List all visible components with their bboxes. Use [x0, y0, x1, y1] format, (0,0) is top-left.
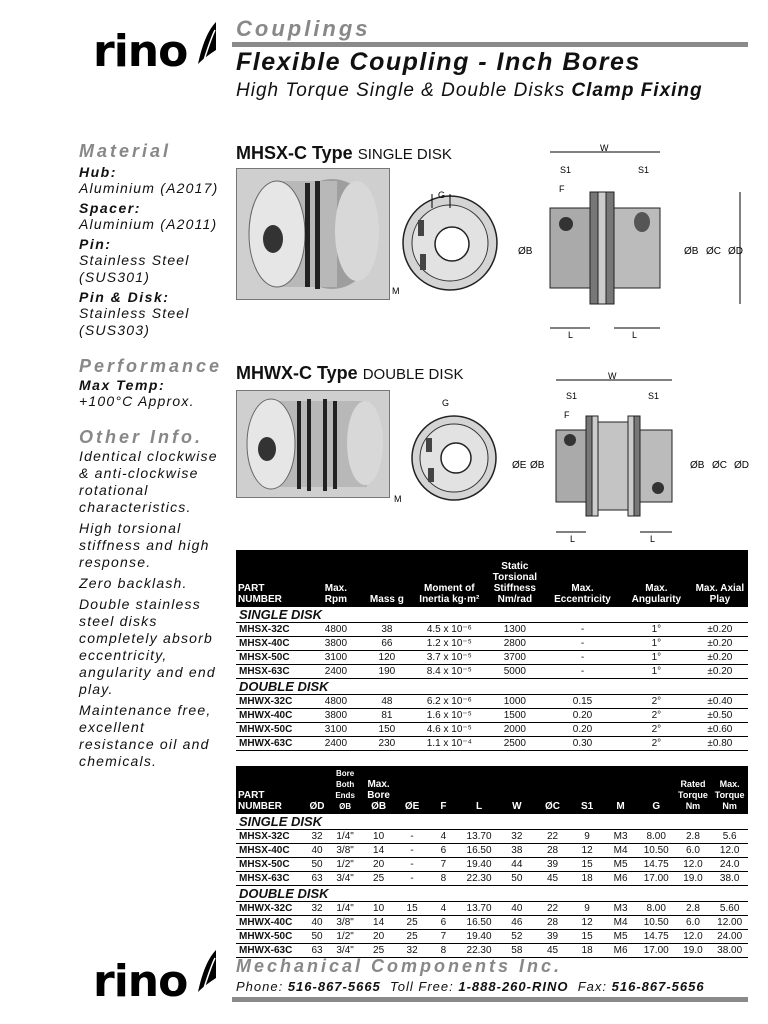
table-row: [236, 858, 748, 872]
col-header: ØC: [534, 766, 571, 814]
table-cell: 22.30: [459, 944, 500, 958]
table-cell: 28: [534, 916, 571, 930]
table-cell: 6.2 x 10⁻⁶: [413, 695, 486, 709]
dim-s1: S1: [648, 391, 660, 401]
part-number-cell: MHSX-32C: [236, 623, 311, 637]
dim-b: ØB: [690, 460, 705, 471]
table-cell: 4800: [311, 623, 361, 637]
table-cell: 58: [500, 944, 535, 958]
table-cell: 13.70: [459, 830, 500, 844]
table-cell: 32: [305, 902, 329, 916]
dim-l: L: [568, 330, 574, 340]
part-number-cell: MHSX-63C: [236, 665, 311, 679]
table-cell: 120: [361, 651, 413, 665]
table-cell: 4: [428, 902, 458, 916]
part-number-cell: MHSX-40C: [236, 637, 311, 651]
table-cell: 38.00: [711, 944, 748, 958]
max-temp-label: Max Temp:: [79, 377, 166, 393]
table-row: [236, 651, 748, 665]
part-number-cell: MHSX-50C: [236, 858, 305, 872]
table-cell: 50: [305, 858, 329, 872]
dim-d: ØD: [728, 246, 743, 257]
table-cell: 40: [305, 916, 329, 930]
table-cell: 230: [361, 737, 413, 751]
group-label: DOUBLE DISK: [236, 886, 748, 902]
col-header: Max. Rpm: [311, 550, 361, 607]
table-cell: 3800: [311, 709, 361, 723]
table-cell: 6.0: [675, 844, 712, 858]
table-cell: 44: [500, 858, 535, 872]
table-cell: 4: [428, 830, 458, 844]
table-cell: 14.75: [638, 858, 675, 872]
table-row: [236, 916, 748, 930]
table-cell: 45: [534, 944, 571, 958]
table-cell: 16.50: [459, 916, 500, 930]
part-number-cell: MHSX-63C: [236, 872, 305, 886]
table-row: [236, 637, 748, 651]
fax-number: 516-867-5656: [611, 979, 705, 994]
table-row: [236, 737, 748, 751]
table-cell: M5: [603, 930, 638, 944]
table-cell: 10.50: [638, 916, 675, 930]
footer-rule: [232, 997, 748, 1002]
table-cell: 1500: [486, 709, 544, 723]
dim-l: L: [632, 330, 638, 340]
table-cell: -: [544, 623, 621, 637]
table-cell: 1°: [621, 623, 692, 637]
table-cell: ±0.20: [692, 623, 748, 637]
table-cell: 1/2": [329, 858, 361, 872]
table-cell: -: [544, 637, 621, 651]
table-cell: 24.00: [711, 930, 748, 944]
part-number-cell: MHWX-40C: [236, 709, 311, 723]
table-cell: 16.50: [459, 844, 500, 858]
table-cell: 48: [361, 695, 413, 709]
material-value: Aluminium (A2017): [79, 180, 219, 196]
col-header: L: [459, 766, 500, 814]
table-cell: 0.30: [544, 737, 621, 751]
material-label: Spacer:: [79, 200, 141, 216]
part-number-cell: MHSX-50C: [236, 651, 311, 665]
table-cell: 3800: [311, 637, 361, 651]
dim-b: ØB: [530, 460, 545, 471]
table-cell: 1°: [621, 651, 692, 665]
dim-c: ØC: [706, 246, 721, 257]
material-value: Stainless Steel: [79, 305, 190, 321]
table-cell: 13.70: [459, 902, 500, 916]
performance-table: [236, 550, 748, 751]
table-cell: 2500: [486, 737, 544, 751]
table-cell: 20: [361, 930, 396, 944]
footer-logo: rino: [93, 956, 188, 1007]
table-cell: 19.40: [459, 930, 500, 944]
dim-d: ØD: [734, 460, 749, 471]
col-header: M: [603, 766, 638, 814]
table-cell: 8: [428, 872, 458, 886]
brand-logo: rino: [93, 26, 188, 77]
table-row: [236, 844, 748, 858]
table-cell: 2°: [621, 737, 692, 751]
table-cell: ±0.40: [692, 695, 748, 709]
other-info-item: Maintenance free, excellent resistance oil and chemicals.: [79, 702, 212, 769]
table-cell: 190: [361, 665, 413, 679]
table-cell: 25: [361, 872, 396, 886]
col-header: S1: [571, 766, 603, 814]
double-disk-side-view: [508, 372, 754, 544]
material-value: Aluminium (A2011): [79, 216, 218, 232]
table-cell: 1.6 x 10⁻⁵: [413, 709, 486, 723]
page-subtitle: High Torque Single & Double Disks Clamp Fixing: [236, 80, 703, 101]
table-cell: 0.20: [544, 723, 621, 737]
performance-heading: Performance: [79, 356, 223, 376]
group-label: DOUBLE DISK: [236, 679, 748, 695]
table-cell: 1.1 x 10⁻⁴: [413, 737, 486, 751]
table-cell: 6: [428, 844, 458, 858]
category-heading: Couplings: [236, 16, 371, 41]
dim-m: M: [394, 494, 402, 504]
table-cell: M4: [603, 916, 638, 930]
col-header: Max. Angularity: [621, 550, 692, 607]
material-value: (SUS301): [79, 269, 151, 285]
table-cell: 3/4": [329, 872, 361, 886]
table-cell: M6: [603, 872, 638, 886]
group-label: SINGLE DISK: [236, 607, 748, 623]
table-cell: 1300: [486, 623, 544, 637]
material-heading: Material: [79, 141, 172, 161]
col-header: Moment of Inertia kg·m²: [413, 550, 486, 607]
table-cell: 14: [361, 844, 396, 858]
table-cell: -: [544, 651, 621, 665]
table-row: [236, 623, 748, 637]
material-label: Hub:: [79, 164, 117, 180]
table-cell: 3/8": [329, 844, 361, 858]
table-cell: 25: [396, 930, 428, 944]
table-cell: 8.00: [638, 902, 675, 916]
table-cell: 22: [534, 830, 571, 844]
table-cell: 19.40: [459, 858, 500, 872]
col-header: Max. Eccentricity: [544, 550, 621, 607]
table-cell: 39: [534, 930, 571, 944]
table-cell: 32: [500, 830, 535, 844]
other-info-item: High torsional stiffness and high response.: [79, 520, 210, 570]
table-cell: 3/4": [329, 944, 361, 958]
double-disk-end-view: [392, 394, 508, 506]
table-cell: 18: [571, 944, 603, 958]
dim-w: W: [608, 372, 617, 381]
dim-b: ØB: [684, 246, 699, 257]
table-cell: 38.0: [711, 872, 748, 886]
dim-g: G: [438, 190, 446, 200]
double-disk-photo: [236, 390, 390, 498]
col-header: Static Torsional Stiffness Nm/rad: [486, 550, 544, 607]
table-cell: 1/2": [329, 930, 361, 944]
table-cell: -: [396, 844, 428, 858]
table-cell: 8.00: [638, 830, 675, 844]
table-cell: 1/4": [329, 902, 361, 916]
table-cell: 22: [534, 902, 571, 916]
type-heading-single: MHSX-C Type SINGLE DISK: [236, 143, 452, 163]
col-header: Rated Torque Nm: [675, 766, 712, 814]
table-cell: 5000: [486, 665, 544, 679]
table-cell: 7: [428, 858, 458, 872]
other-info-item: Identical clockwise & anti-clockwise rotational characteristics.: [79, 448, 218, 515]
table-row: [236, 930, 748, 944]
table-cell: 12: [571, 916, 603, 930]
table-cell: 7: [428, 930, 458, 944]
dim-e: ØE: [512, 460, 527, 471]
table-cell: 14: [361, 916, 396, 930]
table-cell: 19.0: [675, 944, 712, 958]
col-header: PART NUMBER: [236, 550, 311, 607]
table-cell: 22.30: [459, 872, 500, 886]
table-row: [236, 695, 748, 709]
part-number-cell: MHWX-63C: [236, 944, 305, 958]
part-number-cell: MHSX-40C: [236, 844, 305, 858]
table-cell: 12.00: [711, 916, 748, 930]
table-cell: 2800: [486, 637, 544, 651]
table-cell: 0.20: [544, 709, 621, 723]
col-header: Max. Torque Nm: [711, 766, 748, 814]
phone-number: 516-867-5665: [287, 979, 381, 994]
table-cell: ±0.20: [692, 637, 748, 651]
dim-l: L: [570, 534, 576, 544]
dim-f: F: [559, 184, 565, 194]
material-label: Pin:: [79, 236, 112, 252]
table-cell: 15: [571, 930, 603, 944]
table-cell: 12.0: [675, 930, 712, 944]
table-cell: 15: [396, 902, 428, 916]
coupling-photo-icon: [237, 169, 389, 299]
group-label: SINGLE DISK: [236, 814, 748, 830]
table-cell: 0.15: [544, 695, 621, 709]
table-cell: 19.0: [675, 872, 712, 886]
table-cell: 8.4 x 10⁻⁵: [413, 665, 486, 679]
col-header: ØD: [305, 766, 329, 814]
table-cell: 1°: [621, 665, 692, 679]
material-value: (SUS303): [79, 322, 151, 338]
material-value: Stainless Steel: [79, 252, 190, 268]
table-cell: 50: [305, 930, 329, 944]
table-cell: 28: [534, 844, 571, 858]
table-cell: 3100: [311, 723, 361, 737]
table-cell: 1000: [486, 695, 544, 709]
table-cell: ±0.60: [692, 723, 748, 737]
table-cell: M5: [603, 858, 638, 872]
tollfree-number: 1-888-260-RINO: [458, 979, 569, 994]
col-header: F: [428, 766, 458, 814]
dim-b: ØB: [518, 246, 533, 257]
table-cell: 12: [571, 844, 603, 858]
type-heading-double: MHWX-C Type DOUBLE DISK: [236, 363, 464, 383]
company-name: Mechanical Components Inc.: [236, 956, 563, 976]
materials-list: [79, 164, 229, 339]
table-cell: 40: [500, 902, 535, 916]
table-cell: 4.6 x 10⁻⁵: [413, 723, 486, 737]
single-disk-photo: [236, 168, 390, 300]
table-cell: 38: [500, 844, 535, 858]
table-row: [236, 872, 748, 886]
coupling-photo-icon: [237, 391, 389, 497]
table-cell: 1.2 x 10⁻⁵: [413, 637, 486, 651]
dim-s1: S1: [560, 165, 572, 175]
col-header: G: [638, 766, 675, 814]
table-cell: 2400: [311, 737, 361, 751]
table-cell: 14.75: [638, 930, 675, 944]
table-cell: 2.8: [675, 902, 712, 916]
dim-f: F: [564, 410, 570, 420]
table-cell: 2°: [621, 723, 692, 737]
col-header: ØE: [396, 766, 428, 814]
dim-w: W: [600, 143, 609, 153]
table-row: [236, 830, 748, 844]
dim-s1: S1: [566, 391, 578, 401]
table-cell: 5.60: [711, 902, 748, 916]
table-cell: 38: [361, 623, 413, 637]
table-cell: 63: [305, 944, 329, 958]
table-cell: 1°: [621, 637, 692, 651]
table-cell: 2°: [621, 695, 692, 709]
table-cell: M3: [603, 830, 638, 844]
dim-l: L: [650, 534, 656, 544]
col-header: Mass g: [361, 550, 413, 607]
col-header: Max. Bore ØB: [361, 766, 396, 814]
table-row: [236, 665, 748, 679]
dimensions-table: [236, 766, 748, 958]
table-cell: 66: [361, 637, 413, 651]
table-cell: 25: [361, 944, 396, 958]
table-cell: 9: [571, 830, 603, 844]
table-cell: -: [396, 872, 428, 886]
table-row: [236, 902, 748, 916]
table-cell: ±0.20: [692, 651, 748, 665]
logo-swoosh-icon: [196, 20, 218, 66]
table-cell: M6: [603, 944, 638, 958]
dim-s1: S1: [638, 165, 650, 175]
table-cell: 4.5 x 10⁻⁶: [413, 623, 486, 637]
table-cell: 10: [361, 902, 396, 916]
table-cell: 3.7 x 10⁻⁵: [413, 651, 486, 665]
col-header: Max. Axial Play: [692, 550, 748, 607]
table-cell: 6.0: [675, 916, 712, 930]
table-cell: -: [544, 665, 621, 679]
table-cell: M4: [603, 844, 638, 858]
single-disk-side-view: [514, 142, 754, 340]
part-number-cell: MHWX-40C: [236, 916, 305, 930]
table-cell: -: [396, 858, 428, 872]
table-cell: 32: [305, 830, 329, 844]
col-header: W: [500, 766, 535, 814]
table-cell: 18: [571, 872, 603, 886]
material-label: Pin & Disk:: [79, 289, 170, 305]
table-cell: 50: [500, 872, 535, 886]
table-cell: 6: [428, 916, 458, 930]
table-cell: 9: [571, 902, 603, 916]
dim-m: M: [392, 286, 400, 296]
table-cell: 12.0: [675, 858, 712, 872]
page-title: Flexible Coupling - Inch Bores: [236, 48, 641, 76]
table-cell: 20: [361, 858, 396, 872]
dim-g: G: [442, 398, 450, 408]
table-cell: 46: [500, 916, 535, 930]
contact-line: Phone: 516-867-5665 Toll Free: 1-888-260-RINO Fax: 516-867-5656: [236, 979, 705, 994]
table-cell: 52: [500, 930, 535, 944]
table-cell: 1/4": [329, 830, 361, 844]
part-number-cell: MHWX-50C: [236, 930, 305, 944]
other-info-heading: Other Info.: [79, 427, 203, 447]
part-number-cell: MHWX-32C: [236, 902, 305, 916]
table-row: [236, 723, 748, 737]
table-cell: 12.0: [711, 844, 748, 858]
part-number-cell: MHWX-32C: [236, 695, 311, 709]
table-cell: 63: [305, 872, 329, 886]
table-cell: 10: [361, 830, 396, 844]
table-cell: 2400: [311, 665, 361, 679]
table-cell: 25: [396, 916, 428, 930]
col-header: Bore Both Ends ØB: [329, 766, 361, 814]
dim-c: ØC: [712, 460, 727, 471]
other-info-item: Zero backlash.: [79, 575, 188, 591]
table-cell: 2.8: [675, 830, 712, 844]
table-cell: 10.50: [638, 844, 675, 858]
table-cell: 3/8": [329, 916, 361, 930]
logo-swoosh-icon: [196, 948, 218, 994]
part-number-cell: MHWX-63C: [236, 737, 311, 751]
part-number-cell: MHSX-32C: [236, 830, 305, 844]
table-cell: 39: [534, 858, 571, 872]
table-cell: 8: [428, 944, 458, 958]
table-cell: 2000: [486, 723, 544, 737]
other-info-item: Double stainless steel disks completely absorb eccentricity, angularity and end play.: [79, 596, 216, 697]
table-cell: -: [396, 830, 428, 844]
part-number-cell: MHWX-50C: [236, 723, 311, 737]
table-cell: 5.6: [711, 830, 748, 844]
table-cell: 45: [534, 872, 571, 886]
table-cell: 4800: [311, 695, 361, 709]
table-cell: 15: [571, 858, 603, 872]
col-header: PART NUMBER: [236, 766, 305, 814]
table-cell: 3100: [311, 651, 361, 665]
table-cell: 150: [361, 723, 413, 737]
table-cell: ±0.20: [692, 665, 748, 679]
table-cell: 81: [361, 709, 413, 723]
table-cell: M3: [603, 902, 638, 916]
sidebar: [79, 141, 229, 770]
table-cell: 32: [396, 944, 428, 958]
table-cell: 24.0: [711, 858, 748, 872]
table-row: [236, 709, 748, 723]
table-cell: 17.00: [638, 872, 675, 886]
table-cell: 2°: [621, 709, 692, 723]
single-disk-end-view: [392, 180, 508, 298]
header-rule: [232, 42, 748, 47]
table-cell: ±0.80: [692, 737, 748, 751]
table-cell: 17.00: [638, 944, 675, 958]
table-cell: 3700: [486, 651, 544, 665]
table-cell: ±0.50: [692, 709, 748, 723]
max-temp-value: +100°C Approx.: [79, 393, 195, 409]
table-cell: 40: [305, 844, 329, 858]
